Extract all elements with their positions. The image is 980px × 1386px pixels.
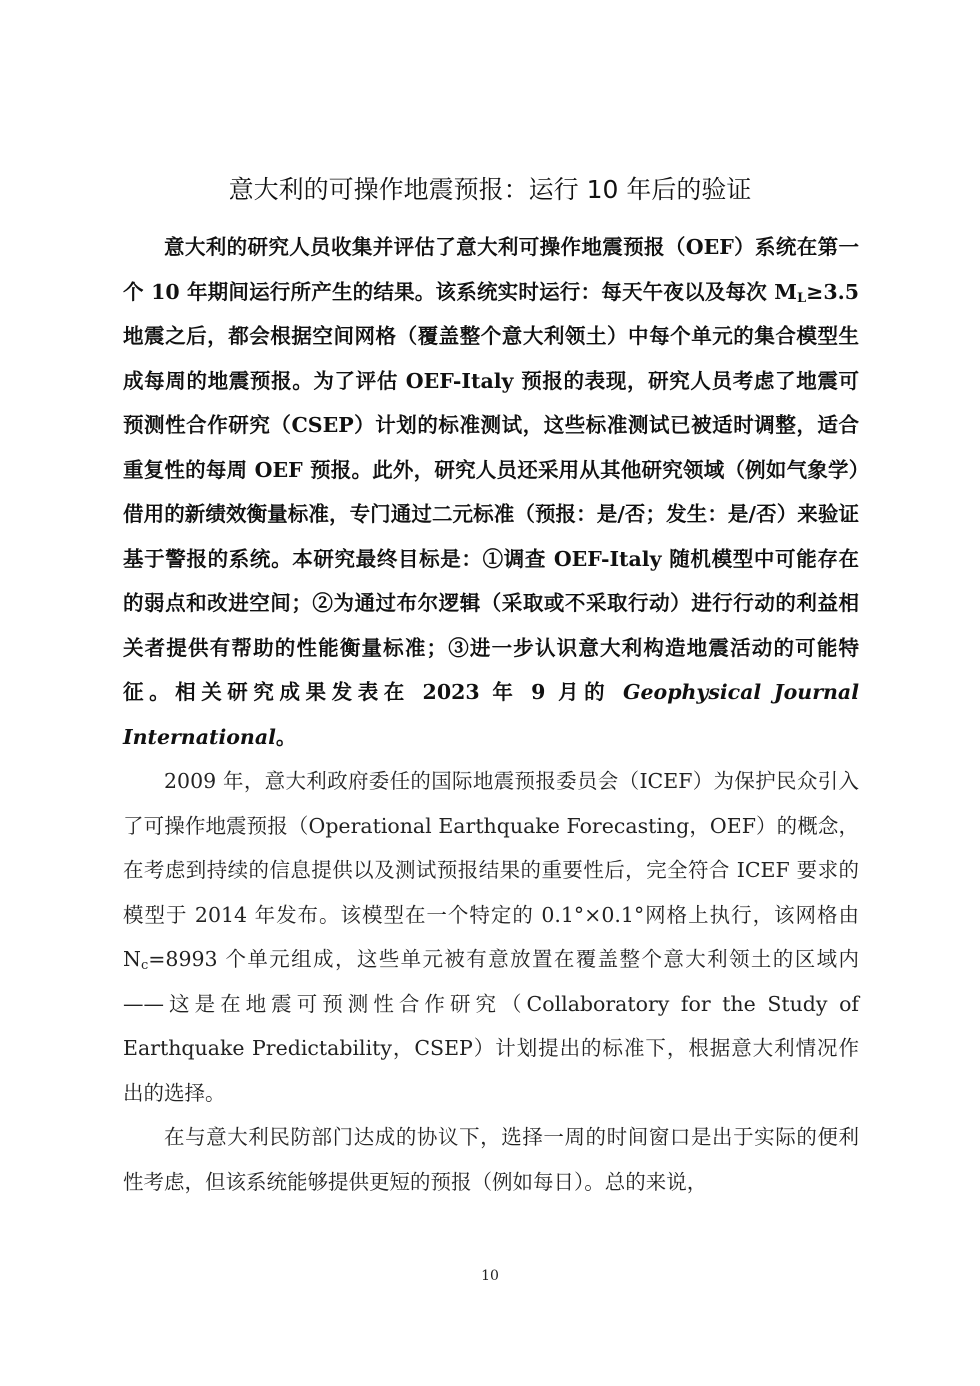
body-text-2: =8993 个单元组成，这些单元被有意放置在覆盖整个意大利领土的区域内——这是在地震可预测性合作研究（Collaboratory for the Study of Earthquake Predictability，CSEP）计划提出的标准下，根据意大利情况作出的选择。 [123, 947, 859, 1105]
journal-name: Geophysical Journal International [123, 680, 859, 749]
summary-paragraph [123, 225, 859, 759]
article-title: 意大利的可操作地震预报：运行 10 年后的验证 [228, 175, 752, 204]
summary-text-3: 。 [275, 724, 297, 749]
body-paragraph-icef [123, 759, 859, 1115]
page-number: 10 [481, 1268, 499, 1284]
cell-count-subscript: c [140, 958, 149, 973]
body-text-1: 2009 年，意大利政府委任的国际地震预报委员会（ICEF）为保护民众引入了可操作地震预报（Operational Earthquake Forecasting，OEF）的概念，在考虑到持续的信息提供以及测试预报结果的重要性后，完全符合 ICEF 要求的模型于 2014 年发布。该模型在一个特定的 0.1°×0.1°网格上执行，该网格由 N [123, 769, 859, 971]
summary-text-2: ≥3.5 地震之后，都会根据空间网格（覆盖整个意大利领土）中每个单元的集合模型生成每周的地震预报。为了评估 OEF-Italy 预报的表现，研究人员考虑了地震可预测性合作研究（CSEP）计划的标准测试，这些标准测试已被适时调整，适合重复性的每周 OEF 预报。此外，研究人员还采用从其他研究领域（例如气象学）借用的新绩效衡量标准，专门通过二元标准（预报：是/否；发生：是/否）来验证基于警报的系统。本研究最终目标是：①调查 OEF-Italy 随机模型中可能存在的弱点和改进空间；②为通过布尔逻辑（采取或不采取行动）进行行动的利益相关者提供有帮助的性能衡量标准；③进一步认识意大利构造地震活动的可能特征。相关研究成果发表在 2023 年 9 月的 [123, 279, 859, 704]
magnitude-subscript: L [797, 290, 807, 306]
summary-text-1: 意大利的研究人员收集并评估了意大利可操作地震预报（OEF）系统在第一个 10 年期间运行所产生的结果。该系统实时运行：每天午夜以及每次 M [123, 235, 859, 304]
body-paragraph-time-window: 在与意大利民防部门达成的协议下，选择一周的时间窗口是出于实际的便利性考虑，但该系统能够提供更短的预报（例如每日）。总的来说， [123, 1125, 859, 1194]
